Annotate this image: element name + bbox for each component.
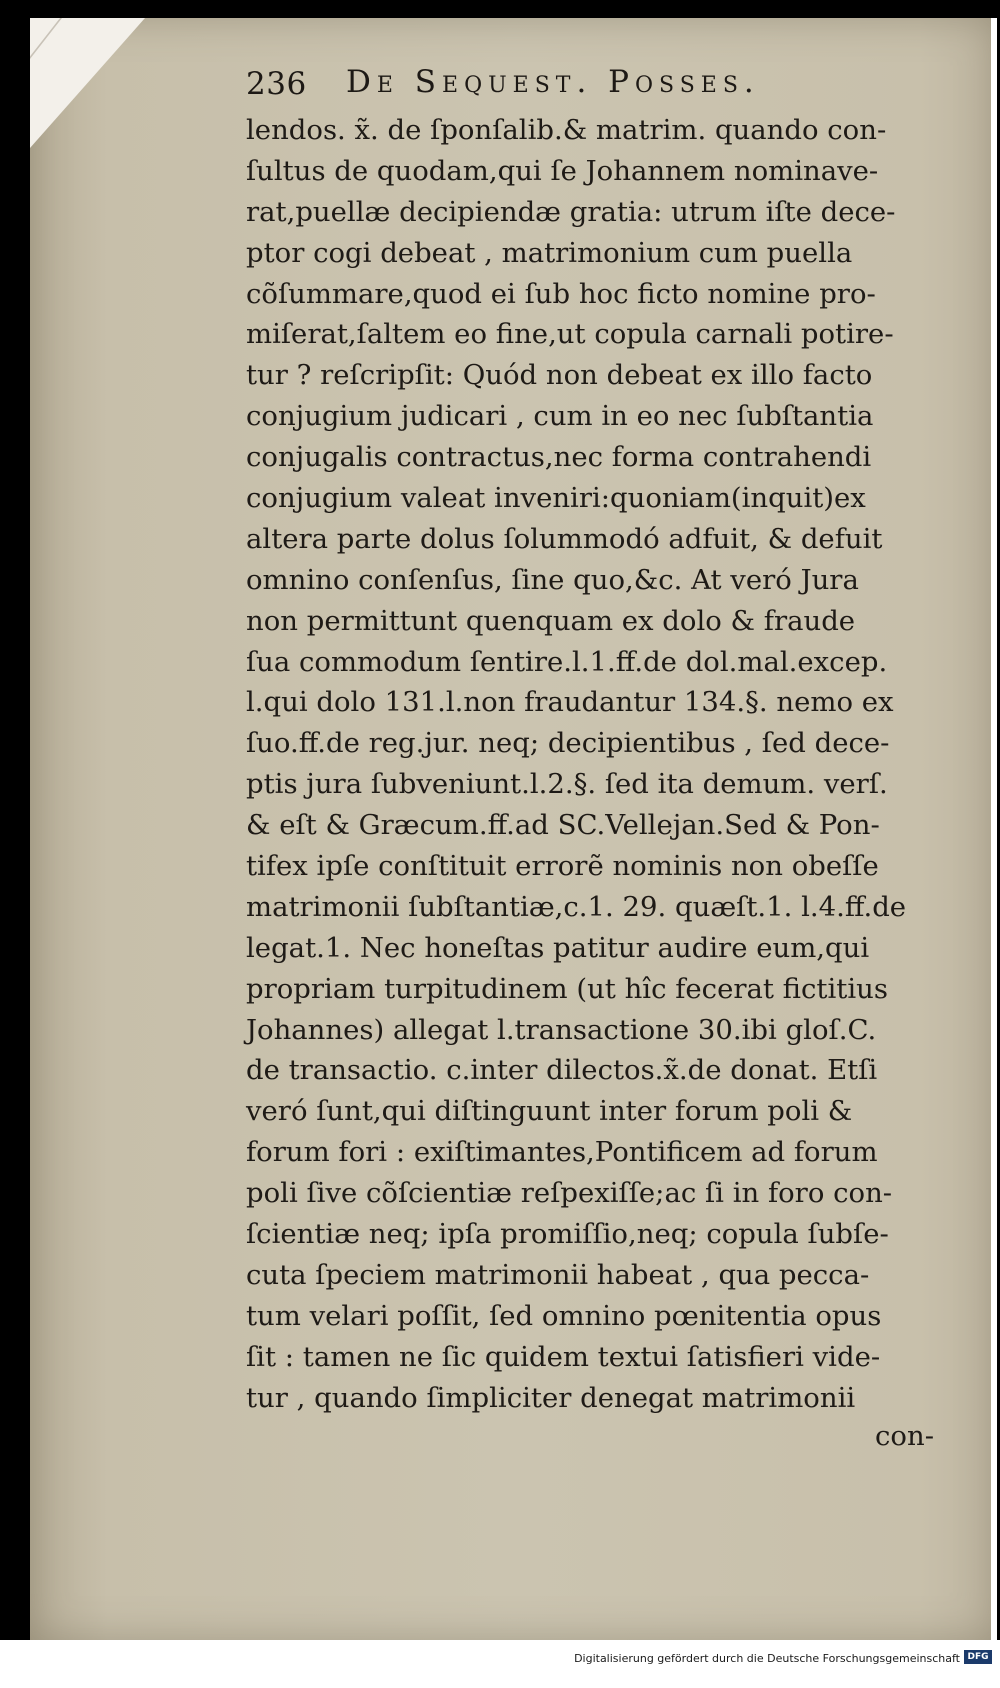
text-line: ſuo.ff.de reg.jur. neq; decipientibus , ſed dece- [246, 727, 890, 760]
text-line: cuta ſpeciem matrimonii habeat , qua pecca- [246, 1258, 870, 1291]
text-line: rat,puellæ decipiendæ gratia: utrum iſte dece- [246, 195, 896, 228]
text-line: non permittunt quenquam ex dolo & fraude [246, 604, 856, 637]
text-line: ptis jura ſubveniunt.l.2.§. ſed ita demum. verſ. [246, 768, 888, 801]
text-line: l.qui dolo 131.l.non fraudantur 134.§. nemo ex [246, 686, 894, 719]
text-line: ſua commodum ſentire.l.1.ff.de dol.mal.excep. [246, 645, 888, 678]
text-line: legat.1. Nec honeſtas patitur audire eum,qui [246, 931, 870, 964]
text-line: conjugalis contractus,nec forma contrahendi [246, 441, 872, 474]
page-number: 236 [246, 66, 307, 102]
text-line: tum velari poſſit, ſed omnino pœnitentia opus [246, 1299, 882, 1332]
text-line: propriam turpitudinem (ut hîc fecerat fictitius [246, 972, 888, 1005]
text-line: cõſummare,quod ei ſub hoc ficto nomine pro- [246, 277, 876, 310]
funding-credit: Digitalisierung gefördert durch die Deutsche Forschungsgemeinschaft [574, 1652, 960, 1665]
body-text [246, 110, 936, 1419]
text-line: tur ? reſcripſit: Quód non debeat ex illo facto [246, 359, 873, 392]
text-line: conjugium valeat inveniri:quoniam(inquit)ex [246, 482, 866, 515]
text-line: forum fori : exiſtimantes,Pontificem ad forum [246, 1136, 878, 1169]
running-head [246, 62, 936, 112]
text-line: matrimonii ſubſtantiæ,c.1. 29. quæſt.1. l.4.ff.de [246, 890, 907, 923]
text-line: miſerat,ſaltem eo fine,ut copula carnali potire- [246, 318, 894, 351]
text-line: Johannes) allegat l.transactione 30.ibi gloſ.C. [246, 1013, 877, 1046]
text-line: de transactio. c.inter dilectos.x̃.de donat. Etſi [246, 1054, 878, 1087]
text-line: lendos. x̃. de ſponſalib.& matrim. quando con- [246, 114, 887, 146]
text-line: conjugium judicari , cum in eo nec ſubſtantia [246, 400, 874, 433]
text-line: tur , quando ſimpliciter denegat matrimonii [246, 1381, 856, 1414]
dfg-logo-icon: DFG [964, 1650, 992, 1664]
running-title: De Sequest. Posses. [346, 64, 760, 100]
page-edge [991, 18, 997, 1640]
text-line: tifex ipſe conſtituit errorẽ nominis non obeſſe [246, 850, 879, 883]
text-line: veró ſunt,qui diſtinguunt inter forum poli & [246, 1095, 853, 1128]
text-line: ſit : tamen ne ſic quidem textui ſatisfieri vide- [246, 1340, 881, 1373]
text-line: altera parte dolus ſolummodó adfuit, & defuit [246, 522, 883, 555]
footer-band [0, 1640, 1000, 1688]
catchword: con- [875, 1420, 934, 1452]
text-line: poli ſive cõſcientiæ reſpexiſſe;ac ſi in foro con- [246, 1177, 893, 1210]
text-line: & eſt & Græcum.ff.ad SC.Vellejan.Sed & Pon- [246, 809, 880, 842]
text-line: omnino conſenſus, ſine quo,&c. At veró Jura [246, 563, 859, 596]
text-line: ptor cogi debeat , matrimonium cum puella [246, 236, 853, 269]
text-line: ſcientiæ neq; ipſa promiſſio,neq; copula ſubſe- [246, 1218, 889, 1251]
text-line: ſultus de quodam,qui ſe Johannem nominave- [246, 154, 879, 187]
